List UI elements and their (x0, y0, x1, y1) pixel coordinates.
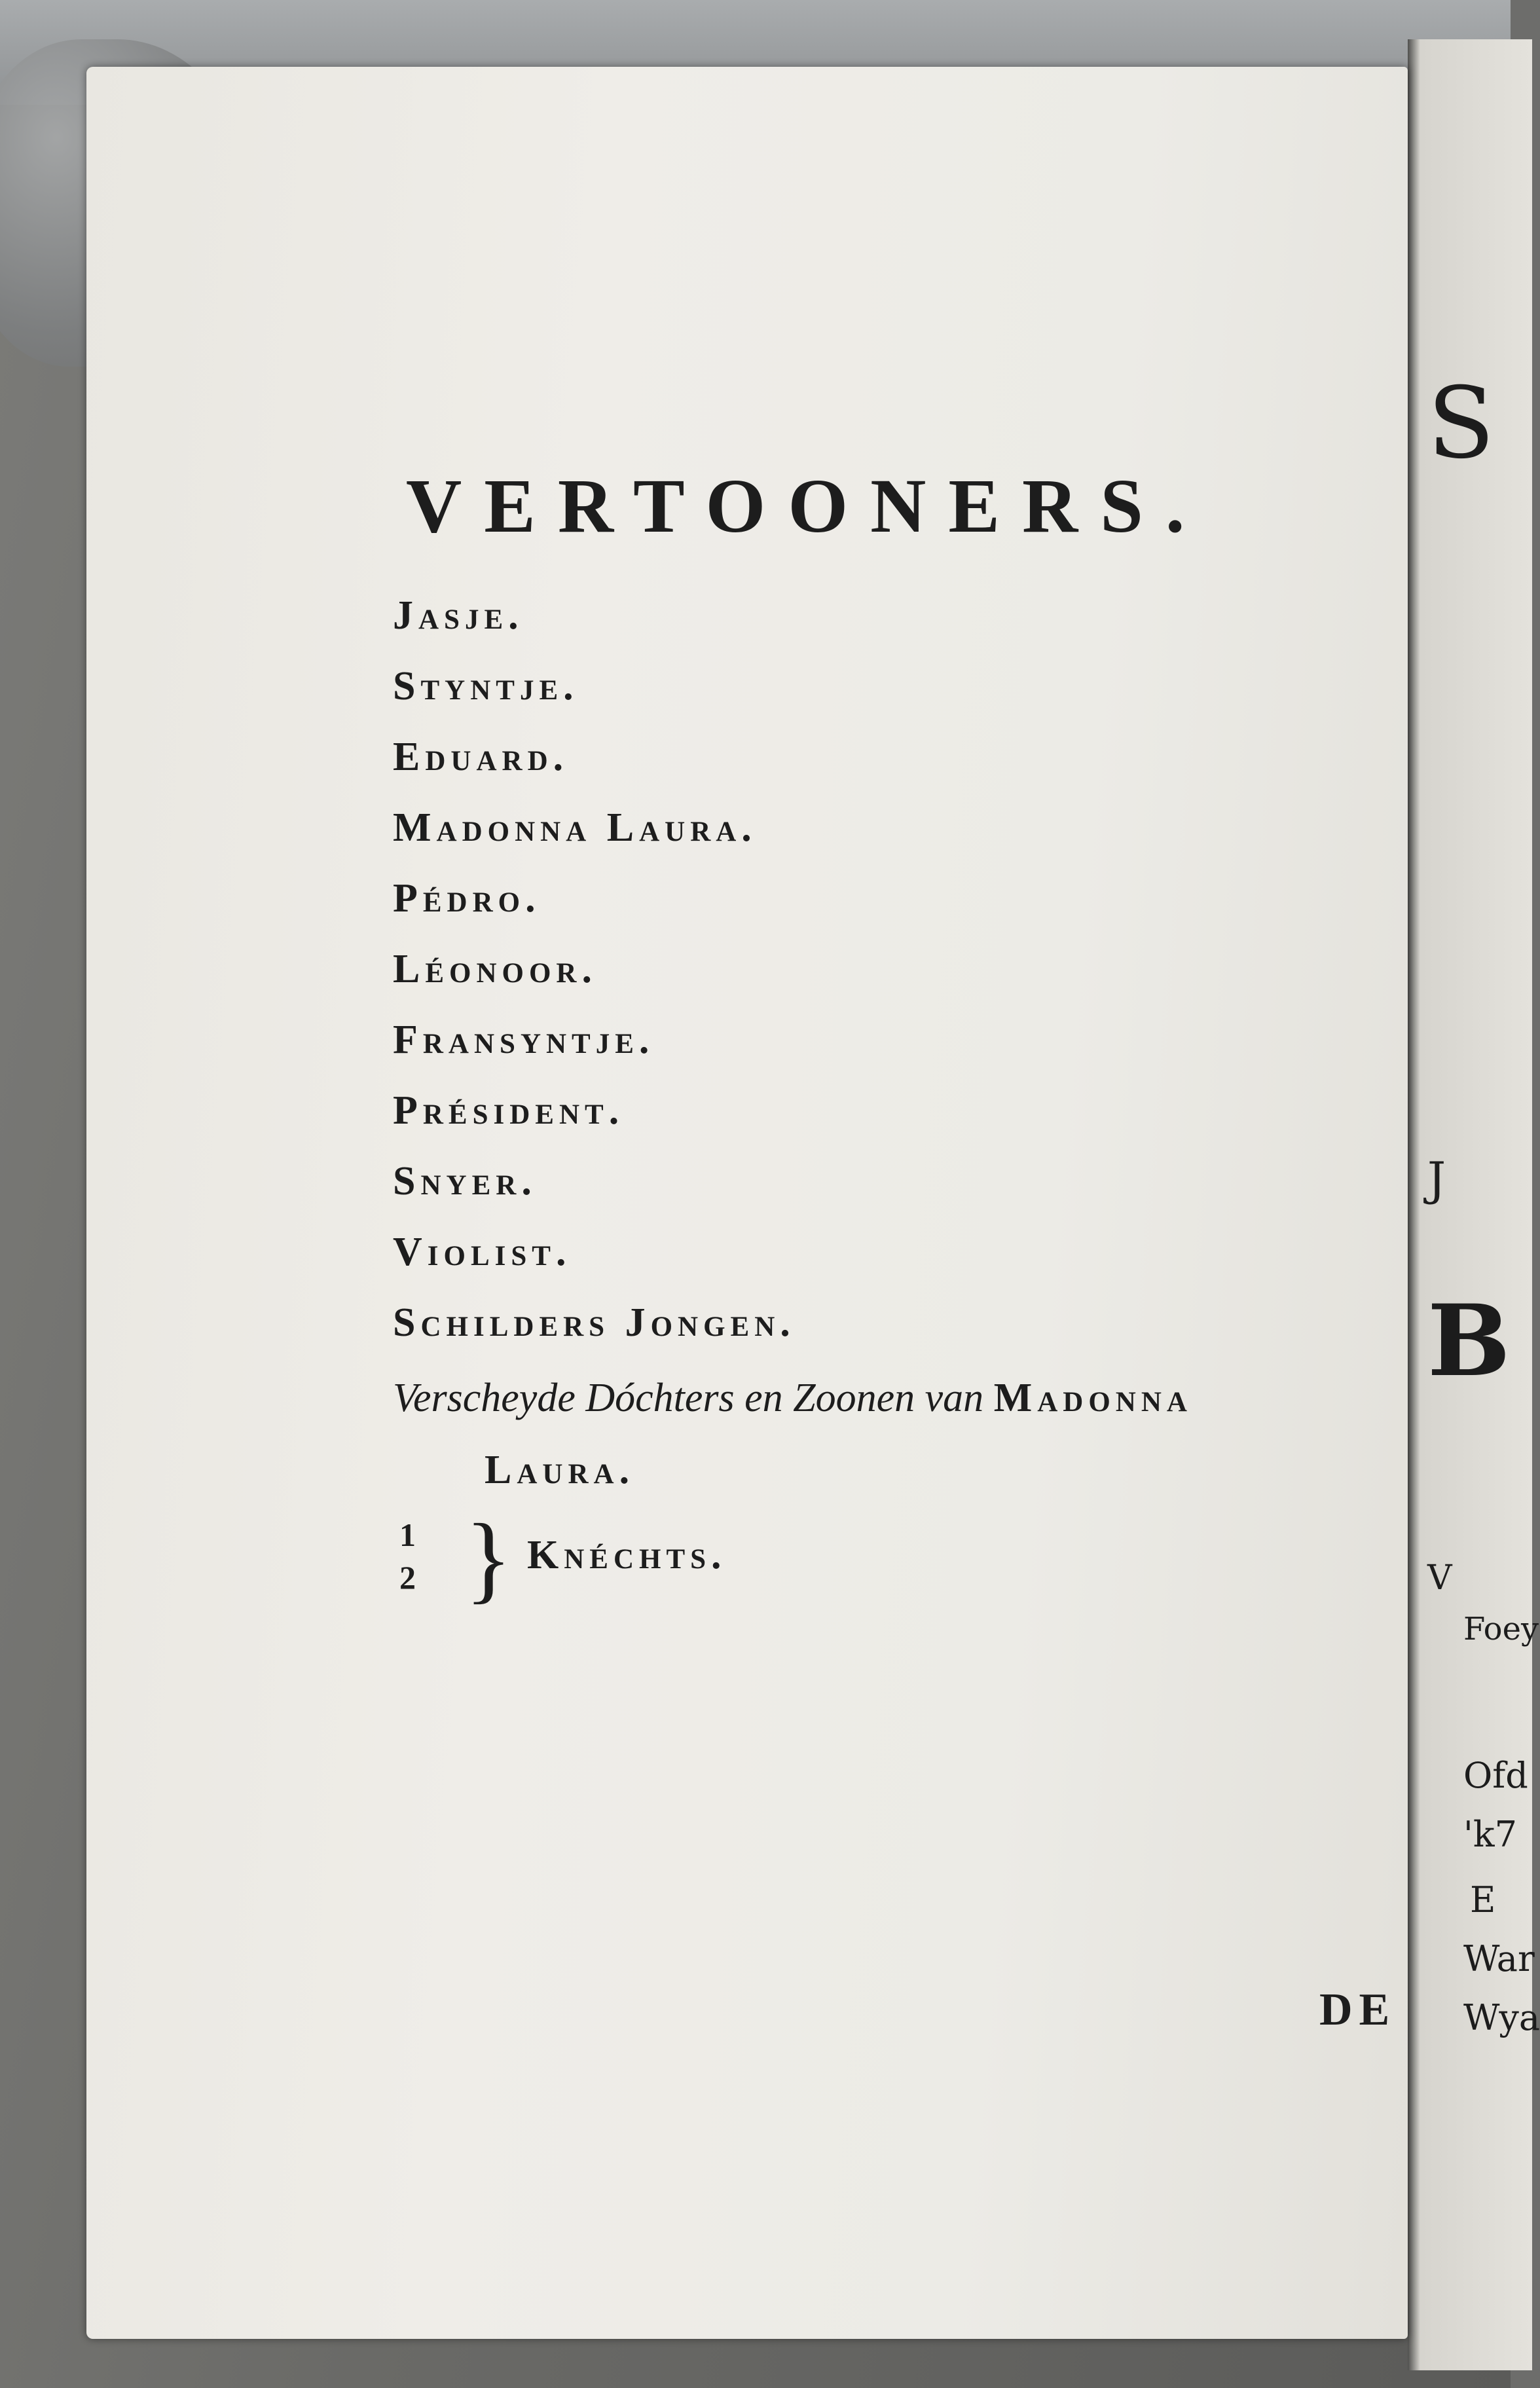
servant-number: 2 (399, 1559, 416, 1596)
facing-page-initial: B (1427, 1283, 1511, 1399)
cast-item: Fransyntje. (393, 1018, 655, 1062)
facing-page-fragment: Foey (1463, 1611, 1539, 1647)
cast-item: Jasje. (393, 593, 524, 638)
facing-page-fragment: 'k7 (1463, 1814, 1517, 1855)
facing-page-fragment: War (1463, 1938, 1535, 1979)
crowd-description: Verscheyde Dóchters en Zoonen van (393, 1376, 984, 1420)
cast-item: Léonoor. (393, 947, 597, 991)
facing-page-fragment: Ofd (1463, 1755, 1528, 1796)
page-title: VERTOONERS. (406, 463, 1207, 549)
facing-page-fragment: V (1427, 1558, 1452, 1598)
brace-glyph: } (465, 1504, 512, 1613)
facing-page-fragment: J (1427, 1152, 1446, 1206)
cast-item: Pédro. (393, 876, 541, 921)
facing-page-fragment: S (1427, 367, 1495, 481)
cast-list (393, 593, 796, 1370)
crowd-name: Madonna (993, 1376, 1192, 1420)
crowd-entry (393, 1375, 1192, 1422)
facing-page-fragment: E (1470, 1879, 1496, 1920)
cast-item: Président. (393, 1088, 625, 1133)
servant-number: 1 (399, 1516, 416, 1553)
cast-item: Eduard. (393, 735, 569, 779)
cast-item: Violist. (393, 1230, 572, 1274)
cast-item: Madonna Laura. (393, 805, 757, 850)
servants-label: Knéchts. (527, 1533, 727, 1577)
cast-item: Schilders Jongen. (393, 1300, 796, 1345)
catchword: DE (1319, 1985, 1397, 2035)
cast-item: Snyer. (393, 1159, 537, 1203)
cast-item: Styntje. (393, 664, 579, 708)
crowd-continuation: Laura. (485, 1448, 635, 1492)
facing-page-fragment: Wya (1463, 1997, 1540, 2038)
